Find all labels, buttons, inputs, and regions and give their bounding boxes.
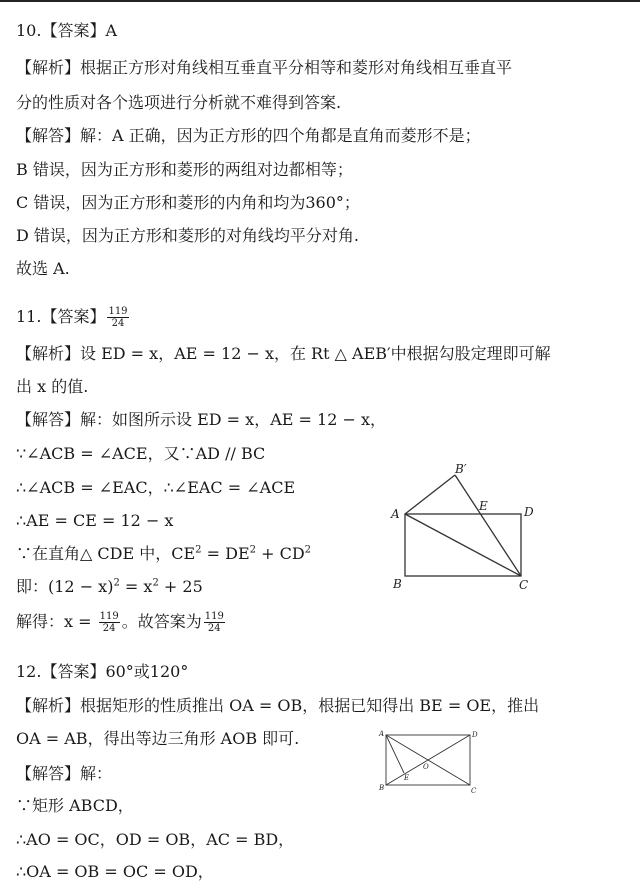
q12-label-c: C bbox=[471, 787, 477, 795]
q11-answer-denominator: 24 bbox=[111, 318, 125, 329]
q12-solution-line-4: ∴OA = OB = OC = OD， bbox=[16, 862, 214, 881]
q11-solution-line-1: 【解答】解：如图所示设 ED = x，AE = 12 − x， bbox=[16, 410, 386, 429]
q11-analysis-line-1: 【解析】设 ED = x，AE = 12 − x，在 Rt △ AEB′中根据勾股定理即可解 bbox=[16, 344, 551, 363]
q11-answer-label: 11.【答案】 bbox=[16, 307, 106, 326]
q11-exponent: 2 bbox=[304, 544, 312, 556]
q11-eq-part: 解得：x = bbox=[16, 612, 97, 631]
q11-eq-part: 。故答案为 bbox=[121, 612, 202, 631]
q12-solution-line-3: ∴AO = OC，OD = OB，AC = BD， bbox=[16, 830, 295, 849]
q11-eq-part: + CD bbox=[256, 544, 305, 563]
q11-label-e: E bbox=[479, 499, 488, 513]
q12-geometry-figure bbox=[375, 727, 485, 797]
q11-solution-line-7 bbox=[16, 607, 227, 637]
q11-exponent: 2 bbox=[113, 577, 120, 589]
q11-solution-line-5 bbox=[16, 543, 311, 565]
q11-eq-part: 即：(12 − x) bbox=[16, 577, 114, 596]
q10-answer-heading: 10.【答案】A bbox=[16, 21, 118, 40]
q11-exponent: 2 bbox=[152, 577, 159, 589]
q12-label-a: A bbox=[379, 730, 385, 738]
q11-diagonal-ac bbox=[405, 514, 521, 576]
q11-solution-line-4: ∴AE = CE = 12 − x bbox=[16, 511, 174, 530]
q10-analysis-line-2: 分的性质对各个选项进行分析就不难得到答案. bbox=[16, 93, 342, 112]
q10-solution-line-4: D 错误，因为正方形和菱形的对角线均平分对角. bbox=[16, 226, 360, 245]
q11-exponent: 2 bbox=[249, 544, 256, 556]
q10-solution-line-2: B 错误，因为正方形和菱形的两组对边都相等； bbox=[16, 160, 353, 179]
q11-result-denominator: 24 bbox=[102, 623, 116, 634]
q11-final-fraction bbox=[204, 611, 225, 634]
q12-label-e: E bbox=[404, 774, 410, 782]
q12-analysis-line-2: OA = AB，得出等边三角形 AOB 即可. bbox=[16, 729, 300, 748]
q11-eq-part: = x bbox=[119, 577, 153, 596]
top-rule bbox=[0, 0, 640, 2]
q11-solution-line-3: ∴∠ACB = ∠EAC，∴∠EAC = ∠ACE bbox=[16, 478, 296, 497]
q11-label-c: C bbox=[519, 578, 529, 592]
q11-label-d: D bbox=[524, 505, 534, 519]
q11-eq-part: = DE bbox=[201, 544, 250, 563]
q11-segment-ab-prime bbox=[405, 475, 455, 514]
q11-result-numerator: 119 bbox=[99, 611, 119, 622]
q11-solution-line-2: ∵∠ACB = ∠ACE，又∵AD // BC bbox=[16, 444, 266, 463]
q10-solution-line-5: 故选 A. bbox=[16, 259, 70, 278]
q12-answer-heading: 12.【答案】60°或120° bbox=[16, 662, 189, 681]
q12-label-d: D bbox=[472, 731, 478, 739]
q11-label-b: B bbox=[393, 577, 402, 591]
q12-analysis-line-1: 【解析】根据矩形的性质推出 OA = OB，根据已知得出 BE = OE，推出 bbox=[16, 696, 540, 715]
q11-answer-numerator: 119 bbox=[108, 306, 128, 317]
q11-eq-part: + 25 bbox=[158, 577, 203, 596]
q11-answer-heading bbox=[16, 306, 131, 328]
q11-analysis-line-2: 出 x 的值. bbox=[16, 377, 89, 396]
q11-solution-line-6 bbox=[16, 576, 203, 598]
q10-solution-line-1: 【解答】解：A 正确，因为正方形的四个角都是直角而菱形不是； bbox=[16, 126, 481, 145]
q11-segment-b-prime-c bbox=[455, 475, 521, 576]
q11-result-fraction bbox=[99, 611, 120, 634]
q11-answer-fraction bbox=[107, 306, 128, 329]
q11-final-denominator: 24 bbox=[207, 623, 221, 634]
q12-label-o: O bbox=[423, 763, 429, 771]
q12-solution-line-2: ∵矩形 ABCD， bbox=[16, 796, 134, 815]
q11-exponent: 2 bbox=[195, 544, 202, 556]
q10-solution-line-3: C 错误，因为正方形和菱形的内角和均为360°； bbox=[16, 193, 360, 212]
q11-geometry-figure bbox=[385, 458, 545, 593]
q12-label-b: B bbox=[379, 784, 385, 792]
q12-solution-line-1: 【解答】解： bbox=[16, 764, 113, 783]
q11-label-b-prime: B′ bbox=[455, 462, 467, 476]
q11-final-numerator: 119 bbox=[204, 611, 224, 622]
q11-label-a: A bbox=[391, 507, 400, 521]
q10-analysis-line-1: 【解析】根据正方形对角线相互垂直平分相等和菱形对角线相互垂直平 bbox=[16, 58, 513, 77]
q11-eq-part: ∵在直角△ CDE 中，CE bbox=[16, 544, 196, 563]
